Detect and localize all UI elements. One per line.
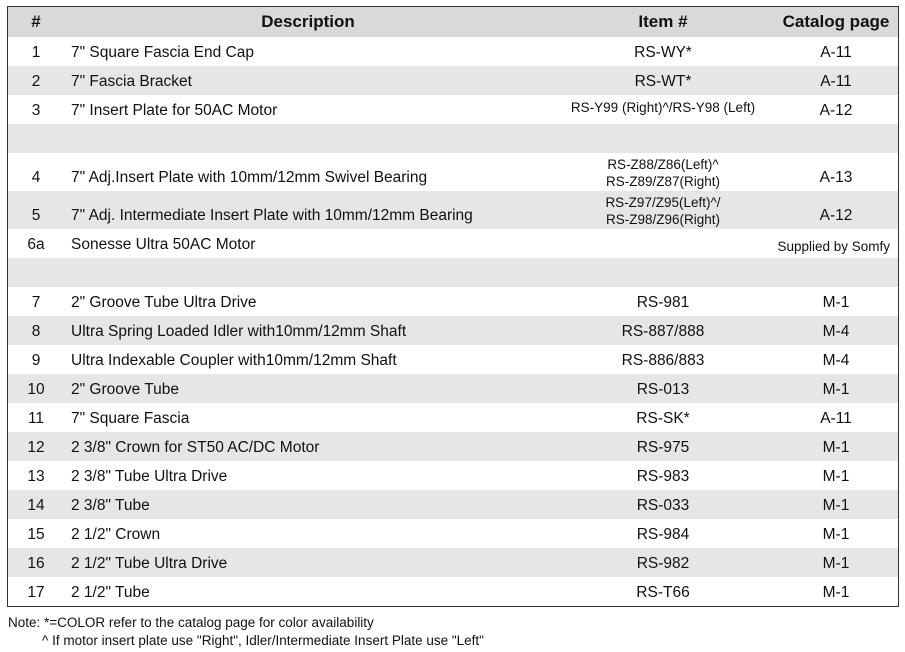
row-catalog-page: Supplied by Somfy <box>777 239 890 254</box>
row-description: Ultra Spring Loaded Idler with10mm/12mm Shaft <box>64 316 552 345</box>
item-number-line: RS-Z97/Z95(Left)^/ <box>605 195 721 210</box>
table-row <box>8 374 898 403</box>
item-number-text: RS-886/883 <box>621 352 705 369</box>
item-number-line: RS-Z89/Z87(Right) <box>605 174 721 189</box>
row-num: 8 <box>8 316 64 345</box>
row-num: 11 <box>27 410 45 427</box>
row-catalog-page: A-11 <box>820 410 852 427</box>
row-catalog-page: M-1 <box>774 432 898 461</box>
row-description: 7" Insert Plate for 50AC Motor <box>71 102 278 119</box>
table-row <box>8 229 898 258</box>
row-catalog-page: A-12 <box>774 191 898 229</box>
row-item-number <box>552 374 774 403</box>
row-catalog-page: M-1 <box>822 468 850 485</box>
row-item-number <box>552 229 774 258</box>
header-description: Description <box>64 7 552 37</box>
row-item-number <box>552 432 774 461</box>
item-number-text: RS-WY* <box>634 44 692 61</box>
table-row <box>8 153 898 191</box>
row-item-number <box>552 519 774 548</box>
table-row-blank <box>8 258 898 287</box>
row-num: 13 <box>27 468 45 485</box>
row-catalog-page <box>774 124 898 153</box>
item-number-line: RS-Z98/Z96(Right) <box>605 212 721 227</box>
parts-table <box>7 6 899 607</box>
row-description <box>64 258 552 287</box>
row-description: 2" Groove Tube <box>64 374 552 403</box>
table-row <box>8 548 898 577</box>
item-number-text: RS-SK* <box>636 410 690 427</box>
table-row <box>8 461 898 490</box>
row-catalog-page: A-13 <box>819 169 853 186</box>
item-number-text: RS-983 <box>636 468 690 485</box>
table-header-row <box>8 7 898 37</box>
row-description <box>64 124 552 153</box>
row-num: 6a <box>27 236 45 253</box>
row-catalog-page: M-1 <box>774 548 898 577</box>
row-item-number <box>552 461 774 490</box>
row-num: 2 <box>8 66 64 95</box>
header-catalog-page: Catalog page <box>774 7 898 37</box>
header-num: # <box>8 7 64 37</box>
notes <box>8 614 484 650</box>
table-row <box>8 287 898 316</box>
header-item: Item # <box>552 7 774 37</box>
row-description: 7" Square Fascia End Cap <box>71 44 254 61</box>
item-number-text: RS-WT* <box>634 73 692 90</box>
row-item-number <box>552 548 774 577</box>
row-num: 4 <box>31 169 41 186</box>
row-description: 7" Adj. Intermediate Insert Plate with 10mm/12mm Bearing <box>64 191 552 229</box>
row-catalog-page: M-1 <box>774 490 898 519</box>
row-catalog-page: M-1 <box>822 526 850 543</box>
table-row <box>8 490 898 519</box>
row-num <box>8 258 64 287</box>
row-num: 17 <box>27 584 45 601</box>
row-catalog-page: M-1 <box>822 584 850 601</box>
row-item-number <box>552 316 774 345</box>
row-num: 10 <box>8 374 64 403</box>
item-number-text: RS-975 <box>636 439 690 456</box>
row-num: 1 <box>31 44 41 61</box>
item-number-text: RS-981 <box>636 294 690 311</box>
row-description: 2 3/8" Tube Ultra Drive <box>71 468 228 485</box>
row-description: 7" Adj.Insert Plate with 10mm/12mm Swivel Bearing <box>71 169 428 186</box>
note-insert-plate: ^ If motor insert plate use "Right", Idler/Intermediate Insert Plate use "Left" <box>42 633 484 648</box>
row-catalog-page <box>774 258 898 287</box>
table-row <box>8 66 898 95</box>
row-num: 15 <box>27 526 45 543</box>
row-item-number <box>552 258 774 287</box>
table-row <box>8 577 898 606</box>
item-number-text: RS-982 <box>636 555 690 572</box>
row-num: 7 <box>31 294 41 311</box>
item-number-text: RS-033 <box>636 497 690 514</box>
row-num: 3 <box>31 102 41 119</box>
row-catalog-page: M-4 <box>774 316 898 345</box>
row-description: 7" Fascia Bracket <box>64 66 552 95</box>
row-description: 2 3/8" Crown for ST50 AC/DC Motor <box>64 432 552 461</box>
row-item-number <box>552 95 774 124</box>
row-num: 16 <box>8 548 64 577</box>
table-row <box>8 403 898 432</box>
row-num: 9 <box>31 352 41 369</box>
row-catalog-page: A-11 <box>820 44 852 61</box>
row-catalog-page: M-4 <box>822 352 850 369</box>
item-number-text: RS-Y99 (Right)^/RS-Y98 (Left) <box>570 100 756 115</box>
row-item-number <box>552 153 774 191</box>
row-catalog-page: A-12 <box>819 102 853 119</box>
item-number-text: RS-887/888 <box>621 323 705 340</box>
row-description: Sonesse Ultra 50AC Motor <box>71 236 256 253</box>
item-number-line: RS-Z88/Z86(Left)^ <box>607 157 719 172</box>
row-description: 2" Groove Tube Ultra Drive <box>71 294 257 311</box>
row-item-number <box>552 345 774 374</box>
table-row <box>8 345 898 374</box>
row-catalog-page: A-11 <box>774 66 898 95</box>
row-num: 5 <box>8 191 64 229</box>
row-num: 12 <box>8 432 64 461</box>
row-description: Ultra Indexable Coupler with10mm/12mm Shaft <box>71 352 397 369</box>
row-catalog-page: M-1 <box>774 374 898 403</box>
row-item-number <box>552 577 774 606</box>
table-row-blank <box>8 124 898 153</box>
row-num: 14 <box>8 490 64 519</box>
note-color: Note: *=COLOR refer to the catalog page for color availability <box>8 615 374 630</box>
row-item-number <box>552 287 774 316</box>
row-description: 2 1/2" Crown <box>71 526 161 543</box>
row-item-number <box>552 191 774 229</box>
row-description: 7" Square Fascia <box>71 410 190 427</box>
row-item-number <box>552 403 774 432</box>
table-row <box>8 519 898 548</box>
table-row <box>8 191 898 229</box>
row-item-number <box>552 66 774 95</box>
table-row <box>8 316 898 345</box>
row-item-number <box>552 490 774 519</box>
row-description: 2 3/8" Tube <box>64 490 552 519</box>
row-catalog-page: M-1 <box>822 294 850 311</box>
item-number-text: RS-984 <box>636 526 690 543</box>
row-item-number <box>552 37 774 66</box>
row-item-number <box>552 124 774 153</box>
table-row <box>8 95 898 124</box>
table-row <box>8 432 898 461</box>
row-description: 2 1/2" Tube Ultra Drive <box>64 548 552 577</box>
table-body <box>8 37 898 606</box>
table-row <box>8 37 898 66</box>
row-num <box>8 124 64 153</box>
item-number-text: RS-T66 <box>636 584 690 601</box>
item-number-text: RS-013 <box>636 381 690 398</box>
row-description: 2 1/2" Tube <box>71 584 150 601</box>
